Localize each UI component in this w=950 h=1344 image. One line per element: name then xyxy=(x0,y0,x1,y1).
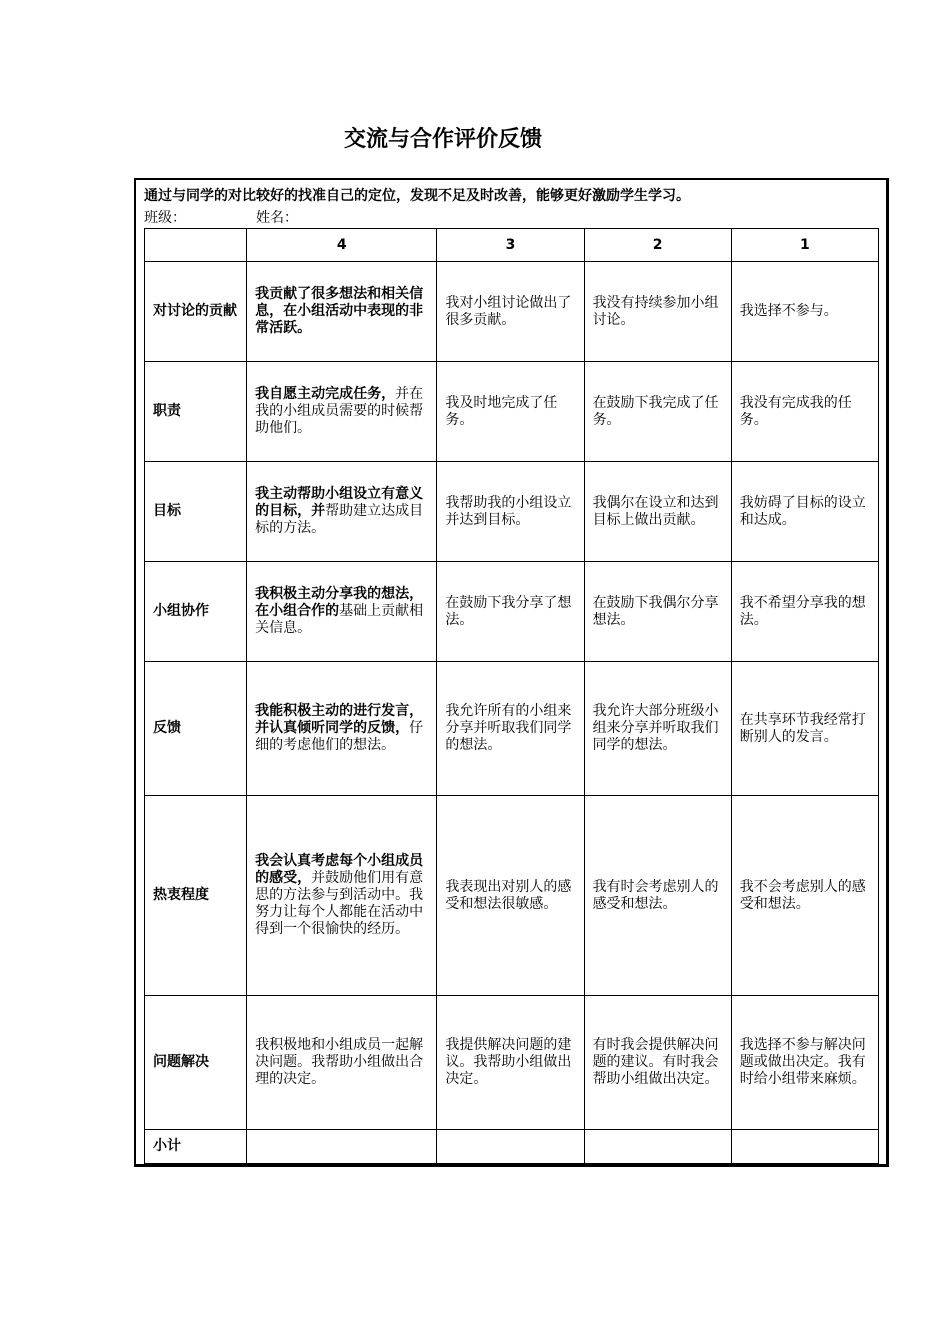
name-label: 姓名： xyxy=(256,210,298,226)
evaluation-form xyxy=(134,178,889,1167)
score-1-cell: 我不希望分享我的想法。 xyxy=(731,562,878,662)
score-2-cell: 我没有持续参加小组讨论。 xyxy=(584,262,731,362)
table-row xyxy=(145,796,879,996)
score-3-cell: 我及时地完成了任务。 xyxy=(437,362,584,462)
score-2-cell: 在鼓励下我完成了任务。 xyxy=(584,362,731,462)
subtotal-row xyxy=(145,1130,879,1164)
criterion-cell: 反馈 xyxy=(145,662,247,796)
score-4-text: 仔细的考虑他们的想法。 xyxy=(255,720,424,753)
score-1-cell: 我选择不参与。 xyxy=(731,262,878,362)
class-label: 班级： xyxy=(144,210,186,226)
score-3-cell: 我帮助我的小组设立并达到目标。 xyxy=(437,462,584,562)
subtotal-score-2-cell xyxy=(584,1130,731,1164)
score-4-text: 基础上贡献相关信息。 xyxy=(255,603,424,636)
score-4-cell xyxy=(247,662,437,796)
header-cell-score-1: 1 xyxy=(731,229,878,262)
header-cell-score-3: 3 xyxy=(437,229,584,262)
intro-text: 通过与同学的对比较好的找准自己的定位，发现不足及时改善，能够更好激励学生学习。 xyxy=(144,188,690,204)
criterion-cell: 职责 xyxy=(145,362,247,462)
score-1-cell: 我不会考虑别人的感受和想法。 xyxy=(731,796,878,996)
page-title: 交流与合作评价反馈 xyxy=(343,127,542,152)
score-1-cell: 我选择不参与解决问题或做出决定。我有时给小组带来麻烦。 xyxy=(731,996,878,1130)
header-cell-score-4: 4 xyxy=(247,229,437,262)
score-4-bold-text: 我自愿主动完成任务， xyxy=(255,386,396,402)
score-4-bold-text: 我会认真考虑每个小组成员的感受， xyxy=(255,853,424,886)
score-1-cell: 我没有完成我的任务。 xyxy=(731,362,878,462)
subtotal-score-3-cell xyxy=(437,1130,584,1164)
score-3-cell: 我表现出对别人的感受和想法很敏感。 xyxy=(437,796,584,996)
header-cell-score-2: 2 xyxy=(584,229,731,262)
score-4-cell xyxy=(247,362,437,462)
score-4-bold-text: 我贡献了很多想法和相关信息，在小组活动中表现的非常活跃。 xyxy=(255,286,424,336)
student-info xyxy=(144,207,298,227)
header-cell-criterion xyxy=(145,229,247,262)
score-2-cell: 有时我会提供解决问题的建议。有时我会帮助小组做出决定。 xyxy=(584,996,731,1130)
score-4-cell xyxy=(247,796,437,996)
score-2-cell: 在鼓励下我偶尔分享想法。 xyxy=(584,562,731,662)
table-row xyxy=(145,362,879,462)
score-4-bold-text: 我积极主动分享我的想法，在小组合作的 xyxy=(255,586,424,619)
score-2-cell: 我允许大部分班级小组来分享并听取我们同学的想法。 xyxy=(584,662,731,796)
subtotal-score-1-cell xyxy=(731,1130,878,1164)
criterion-cell: 问题解决 xyxy=(145,996,247,1130)
score-4-text: 我积极地和小组成员一起解决问题。我帮助小组做出合理的决定。 xyxy=(255,1037,424,1087)
criterion-cell: 小组协作 xyxy=(145,562,247,662)
criterion-cell: 目标 xyxy=(145,462,247,562)
score-4-cell xyxy=(247,262,437,362)
table-row xyxy=(145,262,879,362)
score-4-cell xyxy=(247,996,437,1130)
score-4-bold-text: 我能积极主动的进行发言，并认真倾听同学的反馈， xyxy=(255,703,424,736)
criterion-cell: 对讨论的贡献 xyxy=(145,262,247,362)
subtotal-score-4-cell xyxy=(247,1130,437,1164)
score-1-cell: 在共享环节我经常打断别人的发言。 xyxy=(731,662,878,796)
score-2-cell: 我有时会考虑别人的感受和想法。 xyxy=(584,796,731,996)
criterion-cell: 热衷程度 xyxy=(145,796,247,996)
score-4-cell xyxy=(247,562,437,662)
score-3-cell: 我提供解决问题的建议。我帮助小组做出决定。 xyxy=(437,996,584,1130)
score-4-text: 帮助建立达成目标的方法。 xyxy=(255,503,424,536)
subtotal-label: 小计 xyxy=(145,1130,247,1164)
header-row xyxy=(145,229,879,262)
score-4-text: 并在我的小组成员需要的时候帮助他们。 xyxy=(255,386,424,436)
table-row xyxy=(145,462,879,562)
score-4-text: 并鼓励他们用有意思的方法参与到活动中。我努力让每个人都能在活动中得到一个很愉快的经历。 xyxy=(255,870,424,937)
table-row xyxy=(145,662,879,796)
score-3-cell: 我对小组讨论做出了很多贡献。 xyxy=(437,262,584,362)
table-row xyxy=(145,996,879,1130)
score-3-cell: 我允许所有的小组来分享并听取我们同学的想法。 xyxy=(437,662,584,796)
score-2-cell: 我偶尔在设立和达到目标上做出贡献。 xyxy=(584,462,731,562)
rubric-table xyxy=(144,228,879,1164)
score-4-bold-text: 我主动帮助小组设立有意义的目标，并 xyxy=(255,486,424,519)
table-row xyxy=(145,562,879,662)
score-4-cell xyxy=(247,462,437,562)
score-3-cell: 在鼓励下我分享了想法。 xyxy=(437,562,584,662)
score-1-cell: 我妨碍了目标的设立和达成。 xyxy=(731,462,878,562)
